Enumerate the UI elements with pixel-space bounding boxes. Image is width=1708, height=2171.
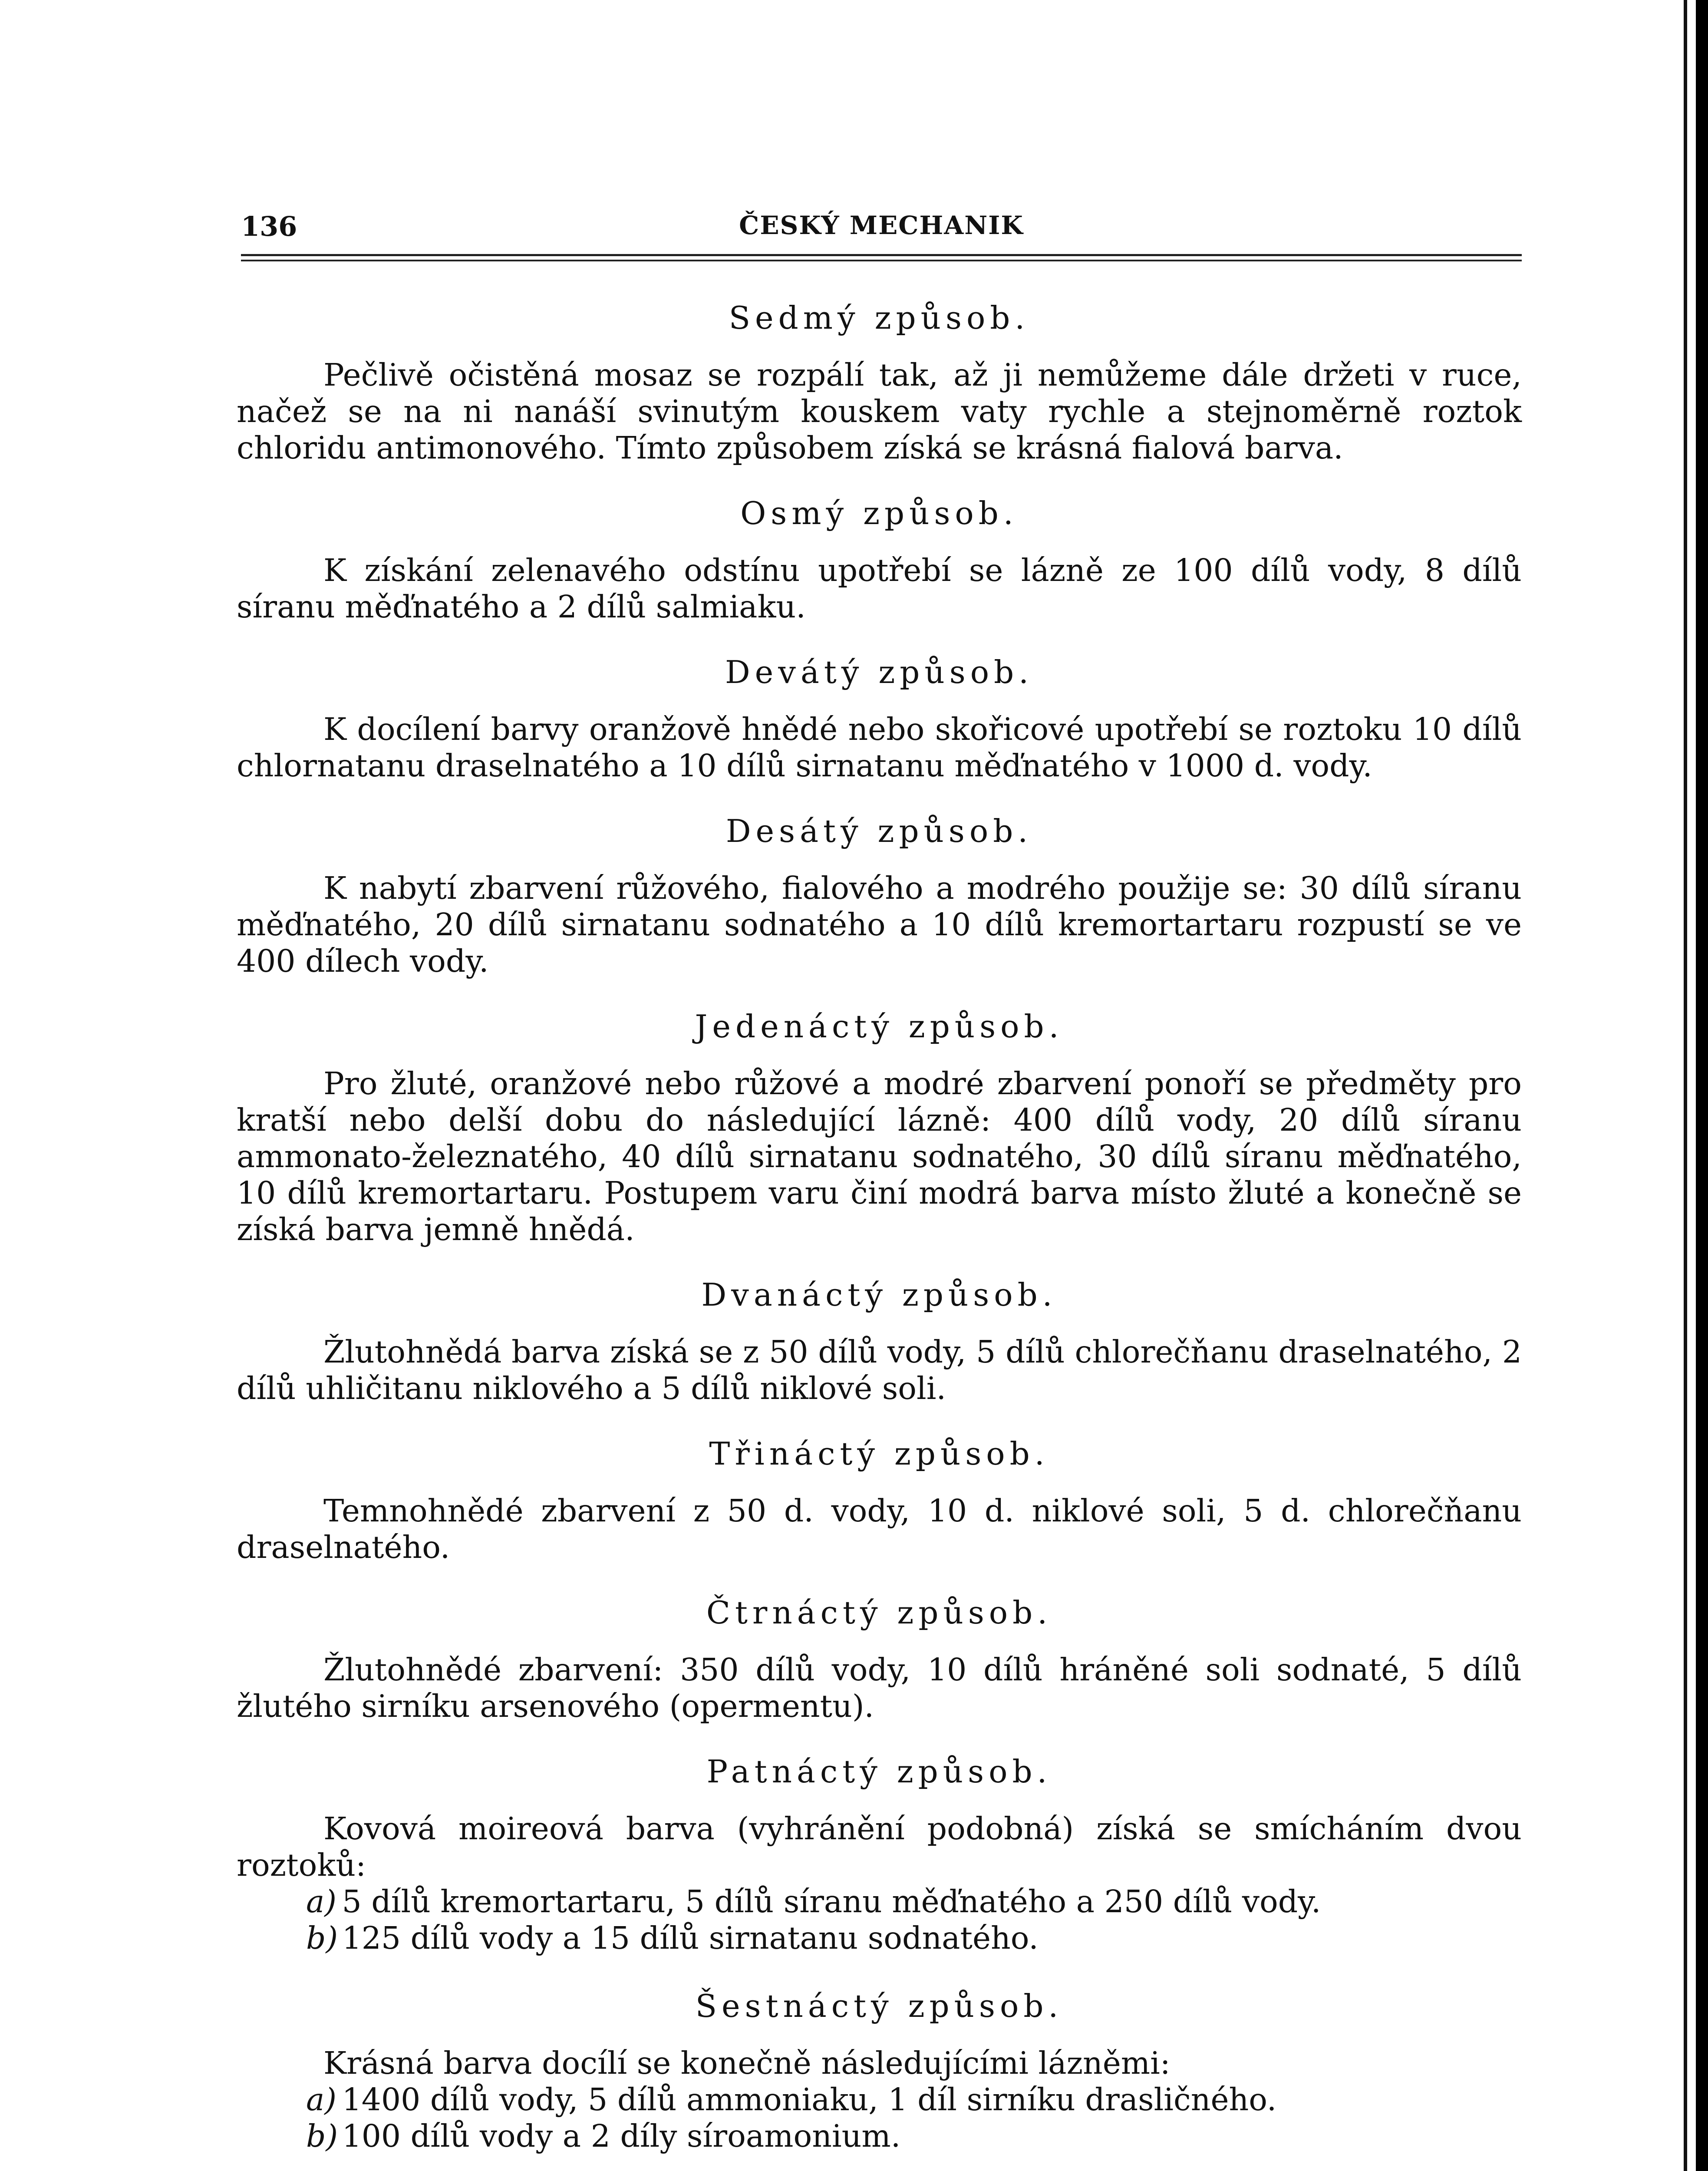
section	[237, 813, 1522, 980]
paragraph: K docílení barvy oranžově hnědé nebo skořicové upotřebí se roztoku 10 dílů chlornatanu draselnatého a 10 dílů sirnatanu měďnatého v 1000 d. vody.	[237, 711, 1522, 784]
section-heading: Čtrnáctý způsob.	[706, 1594, 1052, 1631]
header-rule-bottom	[241, 260, 1522, 261]
recipe-list	[237, 1884, 1522, 1957]
paragraph: Žlutohnědá barva získá se z 50 dílů vody, 5 dílů chlorečňanu draselnatého, 2 dílů uhličitanu niklového a 5 dílů niklové soli.	[237, 1334, 1522, 1406]
paragraph: Temnohnědé zbarvení z 50 d. vody, 10 d. niklové soli, 5 d. chlorečňanu draselnatého.	[237, 1493, 1522, 1565]
section	[237, 1988, 1522, 2155]
scan-edge-line	[1684, 0, 1687, 2171]
section	[237, 654, 1522, 784]
paragraph: Kovová moireová barva (vyhránění podobná) získá se smícháním dvou roztoků:	[237, 1811, 1522, 1883]
page-number: 136	[241, 211, 297, 242]
section	[237, 1753, 1522, 1957]
list-item-text: 1400 dílů vody, 5 dílů ammoniaku, 1 díl sirníku drasličného.	[342, 2082, 1277, 2118]
section-heading: Dvanáctý způsob.	[701, 1277, 1057, 1313]
list-item: a) 1400 dílů vody, 5 dílů ammoniaku, 1 díl sirníku drasličného.	[306, 2082, 1277, 2118]
section-heading: Desátý způsob.	[725, 813, 1033, 849]
paragraph: Žlutohnědé zbarvení: 350 dílů vody, 10 dílů hráněné soli sodnaté, 5 dílů žlutého sirníku arsenového (opermentu).	[237, 1652, 1522, 1724]
list-item-text: 125 dílů vody a 15 dílů sirnatanu sodnatého.	[342, 1920, 1039, 1956]
recipe-list	[237, 2082, 1522, 2155]
section-heading: Jedenáctý způsob.	[695, 1008, 1064, 1045]
section	[237, 300, 1522, 466]
section-heading: Sedmý způsob.	[729, 300, 1030, 336]
page-header	[241, 211, 1522, 245]
section	[237, 1435, 1522, 1566]
section-heading: Osmý způsob.	[740, 495, 1018, 531]
list-item: b) 100 dílů vody a 2 díly síroamonium.	[306, 2118, 901, 2154]
list-item: b) 125 dílů vody a 15 dílů sirnatanu sodnatého.	[306, 1920, 1039, 1956]
paragraph: Pečlivě očistěná mosaz se rozpálí tak, až ji nemůžeme dále držeti v ruce, načež se na ni nanáší svinutým kouskem vaty rychle a stejnoměrně roztok chloridu antimonového. Tímto způsobem získá se krásná fialová barva.	[237, 357, 1522, 466]
page-body	[237, 300, 1522, 2171]
section-heading: Třináctý způsob.	[709, 1435, 1049, 1472]
section	[237, 1008, 1522, 1248]
paragraph: Pro žluté, oranžové nebo růžové a modré zbarvení ponoří se předměty pro kratší nebo delší dobu do následující lázně: 400 dílů vody, 20 dílů síranu ammonato-železnatého, 40 dílů sirnatanu sodnatého, 30 dílů síranu měďnatého, 10 dílů kremortartaru. Postupem varu činí modrá barva místo žluté a konečně se získá barva jemně hnědá.	[237, 1066, 1522, 1247]
header-rule-top	[241, 254, 1522, 256]
section	[237, 495, 1522, 625]
running-title: ČESKÝ MECHANIK	[739, 211, 1024, 240]
section	[237, 1594, 1522, 1725]
section	[237, 1277, 1522, 1407]
list-item-text: 100 dílů vody a 2 díly síroamonium.	[342, 2118, 901, 2154]
section-heading: Devátý způsob.	[725, 654, 1034, 690]
paragraph: K získání zelenavého odstínu upotřebí se lázně ze 100 dílů vody, 8 dílů síranu měďnatého a 2 dílů salmiaku.	[237, 552, 1522, 625]
section-heading: Patnáctý způsob.	[706, 1753, 1052, 1790]
paragraph: K nabytí zbarvení růžového, fialového a modrého použije se: 30 dílů síranu měďnatého, 20 dílů sirnatanu sodnatého a 10 dílů kremortartaru rozpustí se ve 400 dílech vody.	[237, 870, 1522, 979]
section-heading: Šestnáctý způsob.	[695, 1988, 1063, 2024]
list-item: a) 5 dílů kremortartaru, 5 dílů síranu měďnatého a 250 dílů vody.	[306, 1884, 1321, 1920]
list-item-text: 5 dílů kremortartaru, 5 dílů síranu měďnatého a 250 dílů vody.	[342, 1884, 1321, 1920]
scan-edge-border	[1696, 0, 1708, 2171]
paragraph: Krásná barva docílí se konečně následujícími lázněmi:	[323, 2045, 1171, 2081]
